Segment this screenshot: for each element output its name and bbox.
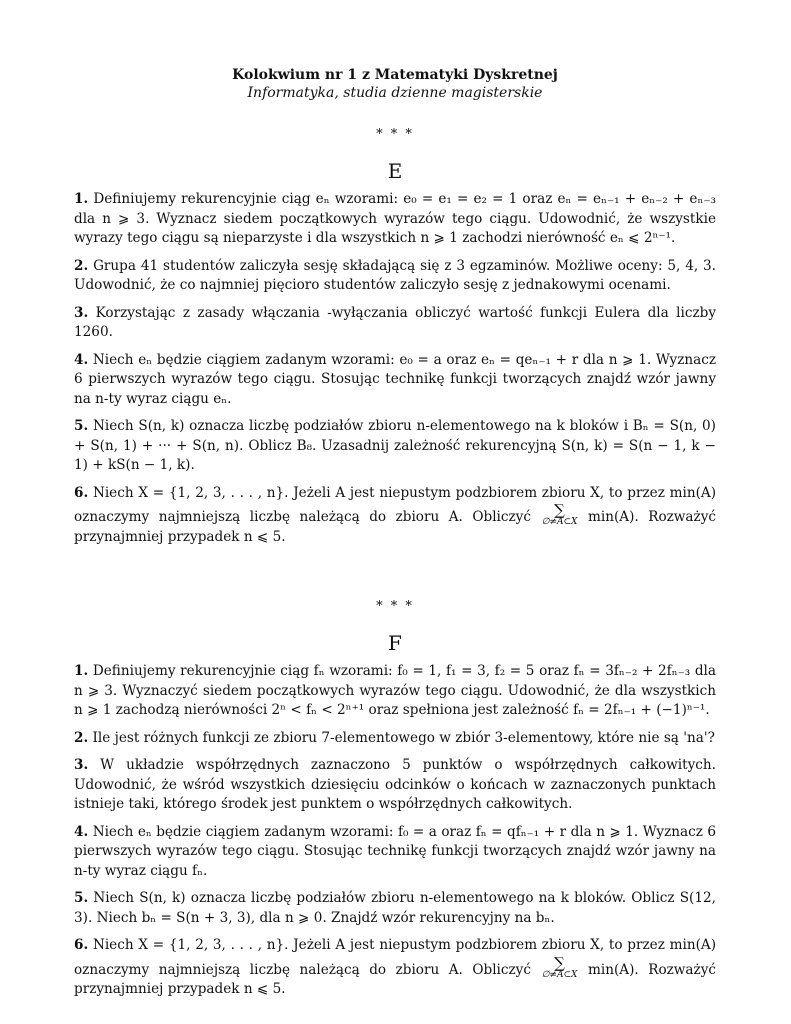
problem-text: Niech X = {1, 2, 3, . . . , n}. Jeżeli A jest niepustym podzbiorem zbioru X, to przez min(A) oznaczymy najmniejszą liczbę należącą do zbioru A. Obliczyć — [74, 484, 716, 525]
problem-number: 3. — [74, 757, 89, 773]
problem-f3 — [74, 756, 716, 815]
problem-f4 — [74, 823, 716, 882]
exam-title: Kolokwium nr 1 z Matematyki Dyskretnej — [232, 67, 558, 83]
problem-number: 1. — [74, 191, 89, 207]
problem-e3 — [74, 304, 716, 343]
problem-text: Definiujemy rekurencyjnie ciąg eₙ wzorami: e₀ = e₁ = e₂ = 1 oraz eₙ = eₙ₋₁ + eₙ₋₂ + eₙ₋₃ dla n ⩾ 3. Wyznacz siedem początkowych wyrazów tego ciągu. Udowodnić, że wszystkie wyrazy tego ciągu są nieparzyste i dla wszystkich n ⩾ 1 zachodzi nierówność eₙ ⩽ 2ⁿ⁻¹. — [74, 191, 716, 246]
problem-text-after: min(A). Rozważyć przynajmniej przypadek n ⩽ 5. — [74, 961, 716, 997]
sum-subscript: ∅≠A⊂X — [541, 517, 578, 527]
problem-number: 2. — [74, 257, 89, 274]
sum-symbol: ∑ — [554, 501, 565, 519]
problem-text: Niech X = {1, 2, 3, . . . , n}. Jeżeli A jest niepustym podzbiorem zbioru X, to przez min(A) oznaczymy najmniejszą liczbę należącą do zbioru A. Obliczyć — [74, 937, 716, 978]
problem-number: 6. — [74, 484, 89, 501]
section-e-problems — [74, 190, 716, 547]
problem-number: 4. — [74, 351, 89, 368]
problem-e4 — [74, 351, 716, 410]
problem-f2 — [74, 729, 716, 749]
problem-number: 2. — [74, 729, 89, 746]
section-e-heading: E — [387, 159, 403, 183]
sum-subscript: ∅≠A⊂X — [541, 969, 578, 980]
problem-f5 — [74, 889, 716, 928]
section-f-heading: F — [388, 631, 402, 655]
separator-stars-2: * * * — [376, 599, 414, 614]
separator-stars-1: * * * — [376, 127, 414, 142]
problem-text: W układzie współrzędnych zaznaczono 5 punktów o współrzędnych całkowitych. Udowodnić, że wśród wszystkich dziesięciu odcinków o końcach w zaznaczonych punktach istnieje taki, którego środek jest punktem o współrzędnych całkowitych. — [74, 757, 716, 812]
problem-e1 — [74, 190, 716, 249]
problem-text: Niech eₙ będzie ciągiem zadanym wzorami: f₀ = a oraz fₙ = qfₙ₋₁ + r dla n ⩾ 1. Wyznacz 6 pierwszych wyrazów tego ciągu. Stosując technikę funkcji tworzących znajdź wzór jawny na n-ty wyraz ciągu fₙ. — [74, 823, 716, 879]
problem-text: Definiujemy rekurencyjnie ciąg fₙ wzorami: f₀ = 1, f₁ = 3, f₂ = 5 oraz fₙ = 3fₙ₋₂ + 2fₙ₋₃ dla n ⩾ 3. Wyznaczyć siedem początkowych wyrazów tego ciągu. Udowodnić, że dla wszystkich n ⩾ 1 zachodzą nierówności 2ⁿ < fₙ < 2ⁿ⁺¹ oraz spełniona jest zależność fₙ = 2fₙ₋₁ + (−1)ⁿ⁻¹. — [74, 663, 717, 718]
problem-text: Niech S(n, k) oznacza liczbę podziałów zbioru n-elementowego na k bloków. Oblicz S(12, 3). Niech bₙ = S(n + 3, 3), dla n ⩾ 0. Znajdź wzór rekurencyjny na bₙ. — [74, 890, 716, 926]
problem-number: 5. — [74, 418, 89, 434]
section-f-problems — [74, 662, 716, 1000]
problem-text: Grupa 41 studentów zaliczyła sesję składającą się z 3 egzaminów. Możliwe oceny: 5, 4, 3. Udowodnić, że co najmniej pięcioro studentów zaliczyło sesję z jednakowymi ocenami. — [74, 257, 717, 293]
problem-number: 4. — [74, 823, 89, 840]
problem-text: Niech S(n, k) oznacza liczbę podziałów zbioru n-elementowego na k bloków i Bₙ = S(n, 0) + S(n, 1) + ··· + S(n, n). Oblicz B₈. Uzasadnij zależność rekurencyjną S(n, k) = S(n − 1, k − 1) + kS(n − 1, k). — [74, 418, 716, 473]
problem-number: 3. — [74, 304, 89, 321]
problem-e5 — [74, 417, 716, 476]
problem-e6 — [74, 484, 716, 548]
sum-expression — [540, 503, 578, 527]
sum-expression — [540, 953, 578, 980]
problem-text: Korzystając z zasady włączania -wyłączania obliczyć wartość funkcji Eulera dla liczby 1260. — [74, 304, 716, 340]
sum-symbol: ∑ — [554, 953, 565, 972]
problem-e2 — [74, 257, 716, 296]
exam-subtitle: Informatyka, studia dzienne magisterskie — [247, 85, 543, 101]
problem-number: 6. — [74, 937, 89, 953]
problem-text: Ile jest różnych funkcji ze zbioru 7-elementowego w zbiór 3-elementowy, które nie są 'na'? — [92, 729, 715, 746]
problem-number: 1. — [74, 663, 89, 679]
problem-f1 — [74, 662, 716, 721]
exam-page — [74, 66, 716, 1000]
problem-number: 5. — [74, 890, 89, 906]
problem-text-after: min(A). Rozważyć przynajmniej przypadek n ⩽ 5. — [74, 509, 716, 545]
problem-f6 — [74, 936, 716, 1000]
problem-text: Niech eₙ będzie ciągiem zadanym wzorami: e₀ = a oraz eₙ = qeₙ₋₁ + r dla n ⩾ 1. Wyznacz 6 pierwszych wyrazów tego ciągu. Stosując technikę funkcji tworzących znajdź wzór jawny na n-ty wyraz ciągu eₙ. — [74, 351, 716, 407]
